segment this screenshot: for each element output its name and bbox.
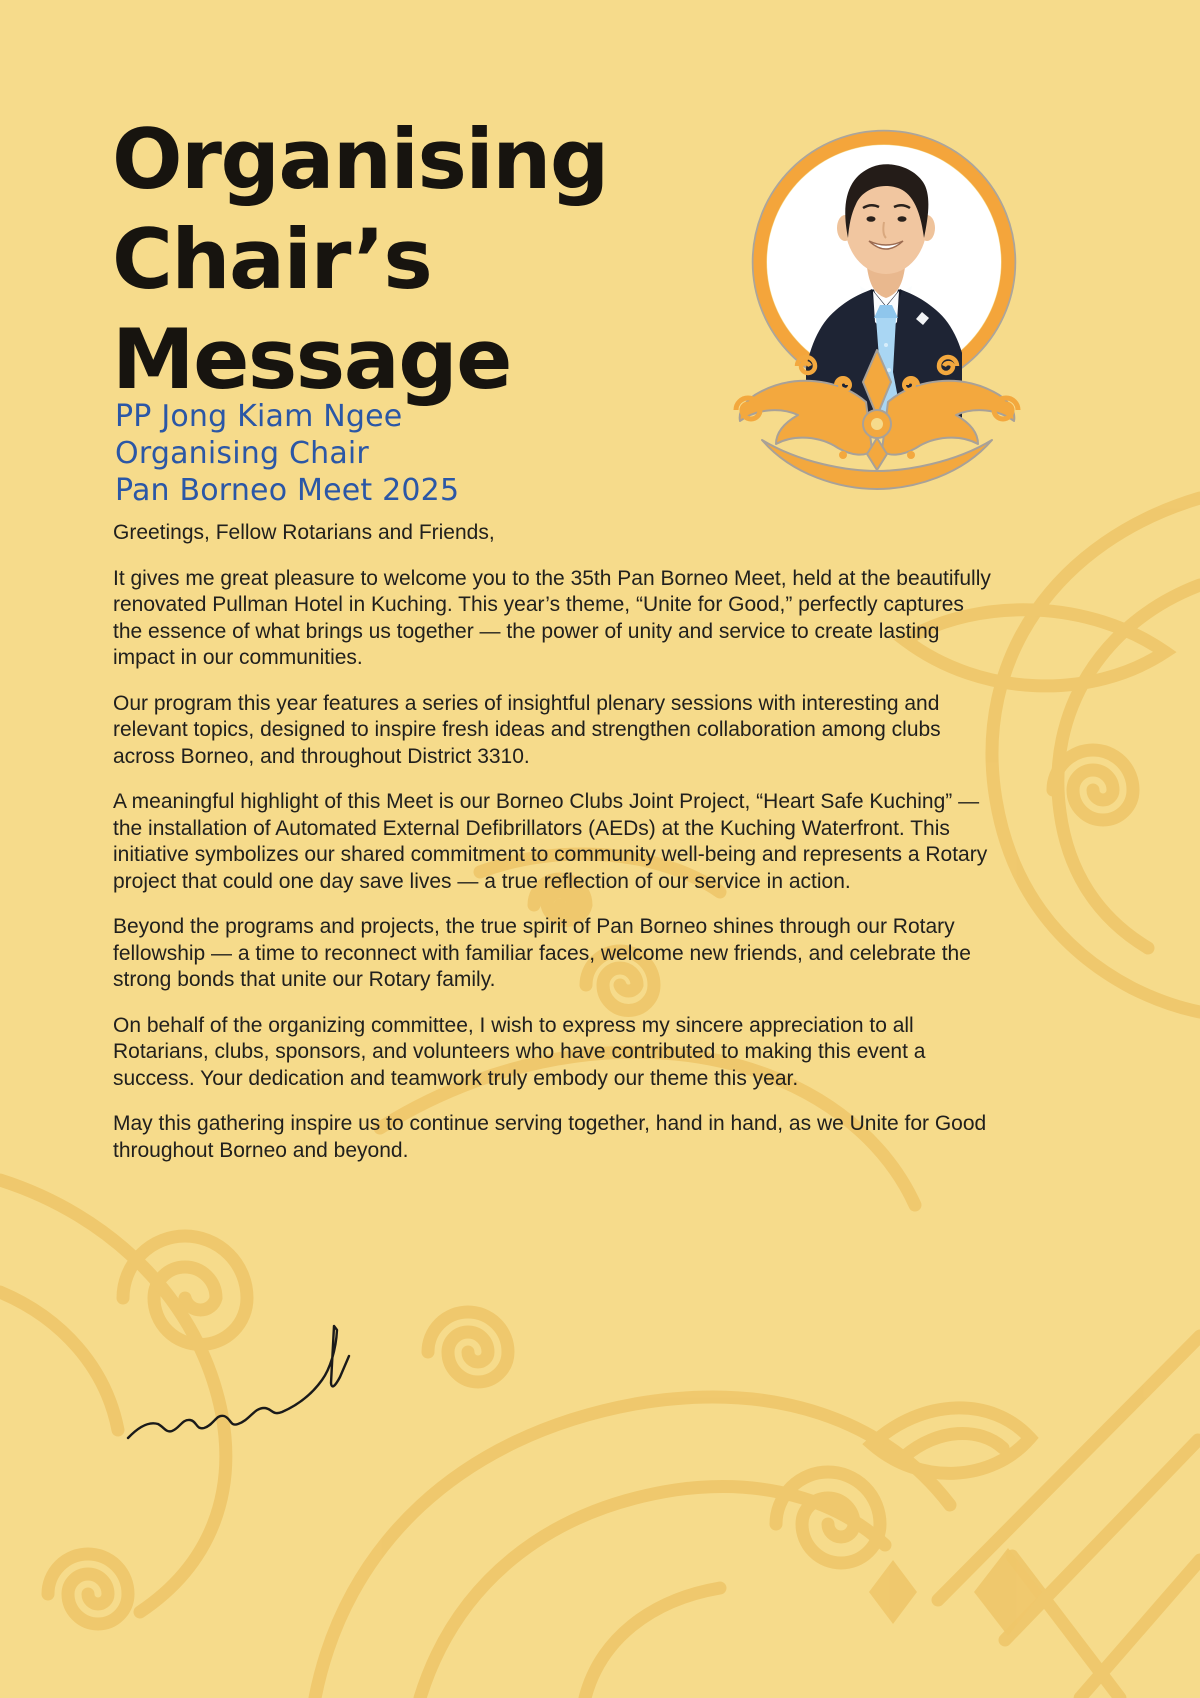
- byline: [115, 398, 459, 509]
- message-paragraph-2: Our program this year features a series of insightful plenary sessions with interesting and relevant topics, designed to inspire fresh ideas and strengthen collaboration among clubs across Borneo, and throughout District 3310.: [113, 691, 941, 768]
- page-title-line-3: Message: [112, 311, 511, 408]
- salutation: Greetings, Fellow Rotarians and Friends,: [113, 521, 495, 544]
- page-title: [112, 110, 608, 410]
- message-paragraph-5: On behalf of the organizing committee, I wish to express my sincere appreciation to all Rotarians, clubs, sponsors, and volunteers who have contributed to making this event a success. Your dedication and teamwork truly embody our theme this year.: [113, 1013, 926, 1090]
- message-paragraph-4: Beyond the programs and projects, the true spirit of Pan Borneo shines through our Rotary fellowship — a time to reconnect with familiar faces, welcome new friends, and celebrate the strong bonds that unite our Rotary family.: [113, 915, 971, 991]
- message-paragraph-6: May this gathering inspire us to continue serving together, hand in hand, as we Unite for Good throughout Borneo and beyond.: [113, 1112, 987, 1162]
- page-title-line-2: Chair’s: [112, 211, 432, 308]
- portrait-photo: [690, 90, 1110, 495]
- byline-name: PP Jong Kiam Ngee: [115, 399, 403, 434]
- page-title-line-1: Organising: [112, 111, 608, 208]
- message-paragraph-1: It gives me great pleasure to welcome you to the 35th Pan Borneo Meet, held at the beautifully renovated Pullman Hotel in Kuching. This year’s theme, “Unite for Good,” perfectly captures the essence of what brings us together — the power of unity and service to create lasting impact in our communities.: [113, 566, 991, 669]
- signature-mark: [105, 1300, 375, 1460]
- message-paragraph-3: A meaningful highlight of this Meet is our Borneo Clubs Joint Project, “Heart Safe Kuching” — the installation of Automated External Defibrillators (AEDs) at the Kuching Waterfront. This initiative symbolizes our shared commitment to community well-being and represents a Rotary project that could one day save lives — a true reflection of our service in action.: [113, 790, 988, 893]
- ornament-flourish: [736, 350, 1018, 489]
- byline-event: Pan Borneo Meet 2025: [115, 473, 460, 508]
- byline-role: Organising Chair: [115, 436, 369, 471]
- pattern-diamonds: [869, 1548, 1042, 1636]
- message-body: [113, 520, 995, 1183]
